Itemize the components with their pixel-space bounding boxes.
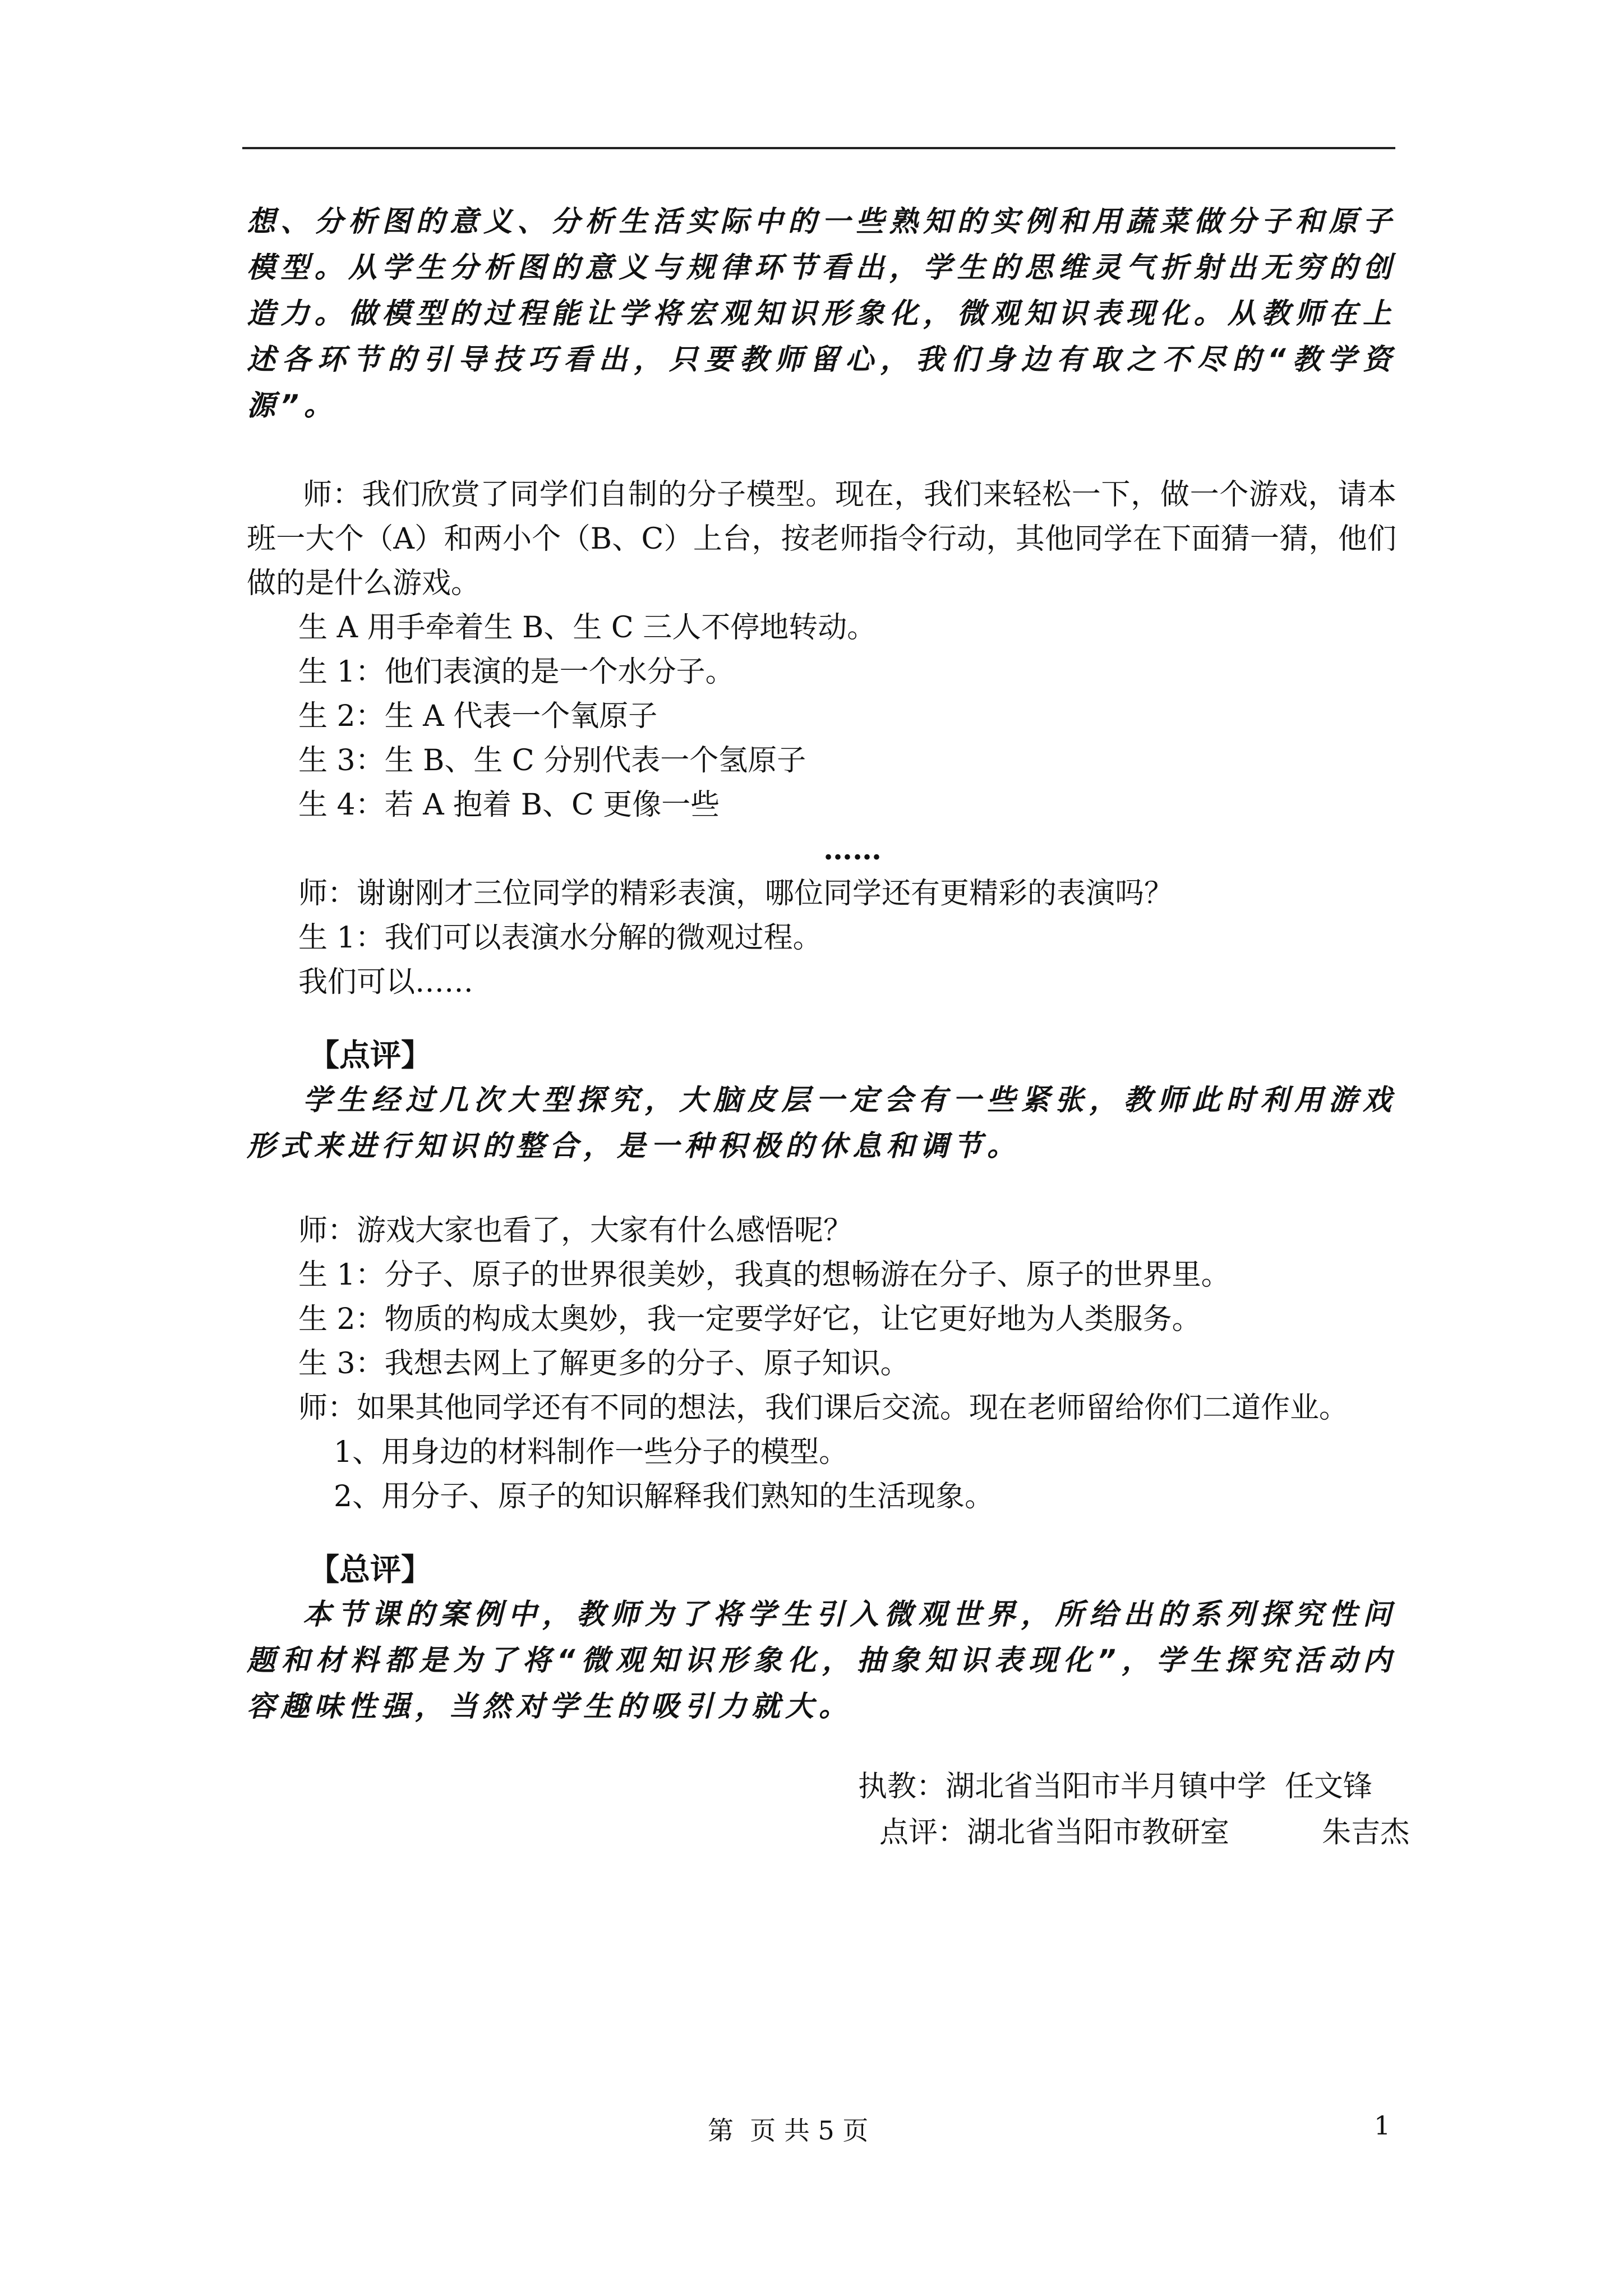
dialogue-line: 生 1：分子、原子的世界很美妙，我真的想畅游在分子、原子的世界里。 (298, 1258, 1230, 1292)
page-count: 第 页 共 5 页 (708, 2115, 869, 2146)
dialogue-line: 生 3：我想去网上了解更多的分子、原子知识。 (298, 1347, 910, 1381)
ellipsis: …… (823, 832, 882, 867)
dialogue-intro: 师：我们欣赏了同学们自制的分子模型。现在，我们来轻松一下，做一个游戏，请本班一大个（A）和两小个（B、C）上台，按老师指令行动，其他同学在下面猜一猜，他们做的是什么游戏。 (247, 478, 1396, 600)
dialogue-line: 生 2：生 A 代表一个氧原子 (298, 700, 658, 733)
dialogue-line: 生 4：若 A 抱着 B、C 更像一些 (298, 788, 720, 822)
signature-block (247, 1764, 1410, 1856)
review-text: 学生经过几次大型探究，大脑皮层一定会有一些紧张，教师此时利用游戏形式来进行知识的整合，是一种积极的休息和调节。 (247, 1084, 1396, 1163)
homework-item: 1、用身边的材料制作一些分子的模型。 (334, 1435, 849, 1469)
dialogue-section-2 (247, 1209, 1396, 1519)
dialogue-line: 生 1：他们表演的是一个水分子。 (298, 655, 735, 689)
dialogue-line: 我们可以…… (298, 965, 474, 999)
dialogue-line: 师：如果其他同学还有不同的想法，我们课后交流。现在老师留给你们二道作业。 (298, 1391, 1349, 1425)
document-body (247, 199, 1410, 1856)
signature-teacher: 执教：湖北省当阳市半月镇中学 任文锋 (858, 1770, 1373, 1803)
header-rule (242, 147, 1395, 149)
comment-top: 想、分析图的意义、分析生活实际中的一些熟知的实例和用蔬菜做分子和原子模型。从学生分析图的意义与规律环节看出，学生的思维灵气折射出无穷的创造力。做模型的过程能让学将宏观知识形象化，微观知识表现化。从教师在上述各环节的引导技巧看出，只要教师留心，我们身边有取之不尽的“教学资源”。 (247, 205, 1396, 422)
signature-reviewer: 点评：湖北省当阳市教研室 朱吉杰 (879, 1816, 1410, 1849)
dialogue-line: 生 3：生 B、生 C 分别代表一个氢原子 (298, 744, 806, 777)
homework-item: 2、用分子、原子的知识解释我们熟知的生活现象。 (334, 1480, 994, 1513)
dialogue-line: 生 A 用手牵着生 B、生 C 三人不停地转动。 (298, 611, 877, 645)
dialogue-line: 生 2：物质的构成太奥妙，我一定要学好它，让它更好地为人类服务。 (298, 1303, 1201, 1336)
dialogue-line: 师：谢谢刚才三位同学的精彩表演，哪位同学还有更精彩的表演吗？ (298, 877, 1174, 910)
dialogue-line: 师：游戏大家也看了，大家有什么感悟呢？ (298, 1214, 853, 1248)
page-number: 1 (1374, 2110, 1391, 2141)
review-heading: 【点评】 (308, 1037, 432, 1073)
summary-text: 本节课的案例中，教师为了将学生引入微观世界，所给出的系列探究性问题和材料都是为了将“微观知识形象化，抽象知识表现化”，学生探究活动内容趣味性强，当然对学生的吸引力就大。 (247, 1598, 1396, 1723)
dialogue-line: 生 1：我们可以表演水分解的微观过程。 (298, 921, 822, 955)
dialogue-section-1 (247, 473, 1396, 1005)
summary-heading: 【总评】 (308, 1552, 432, 1588)
